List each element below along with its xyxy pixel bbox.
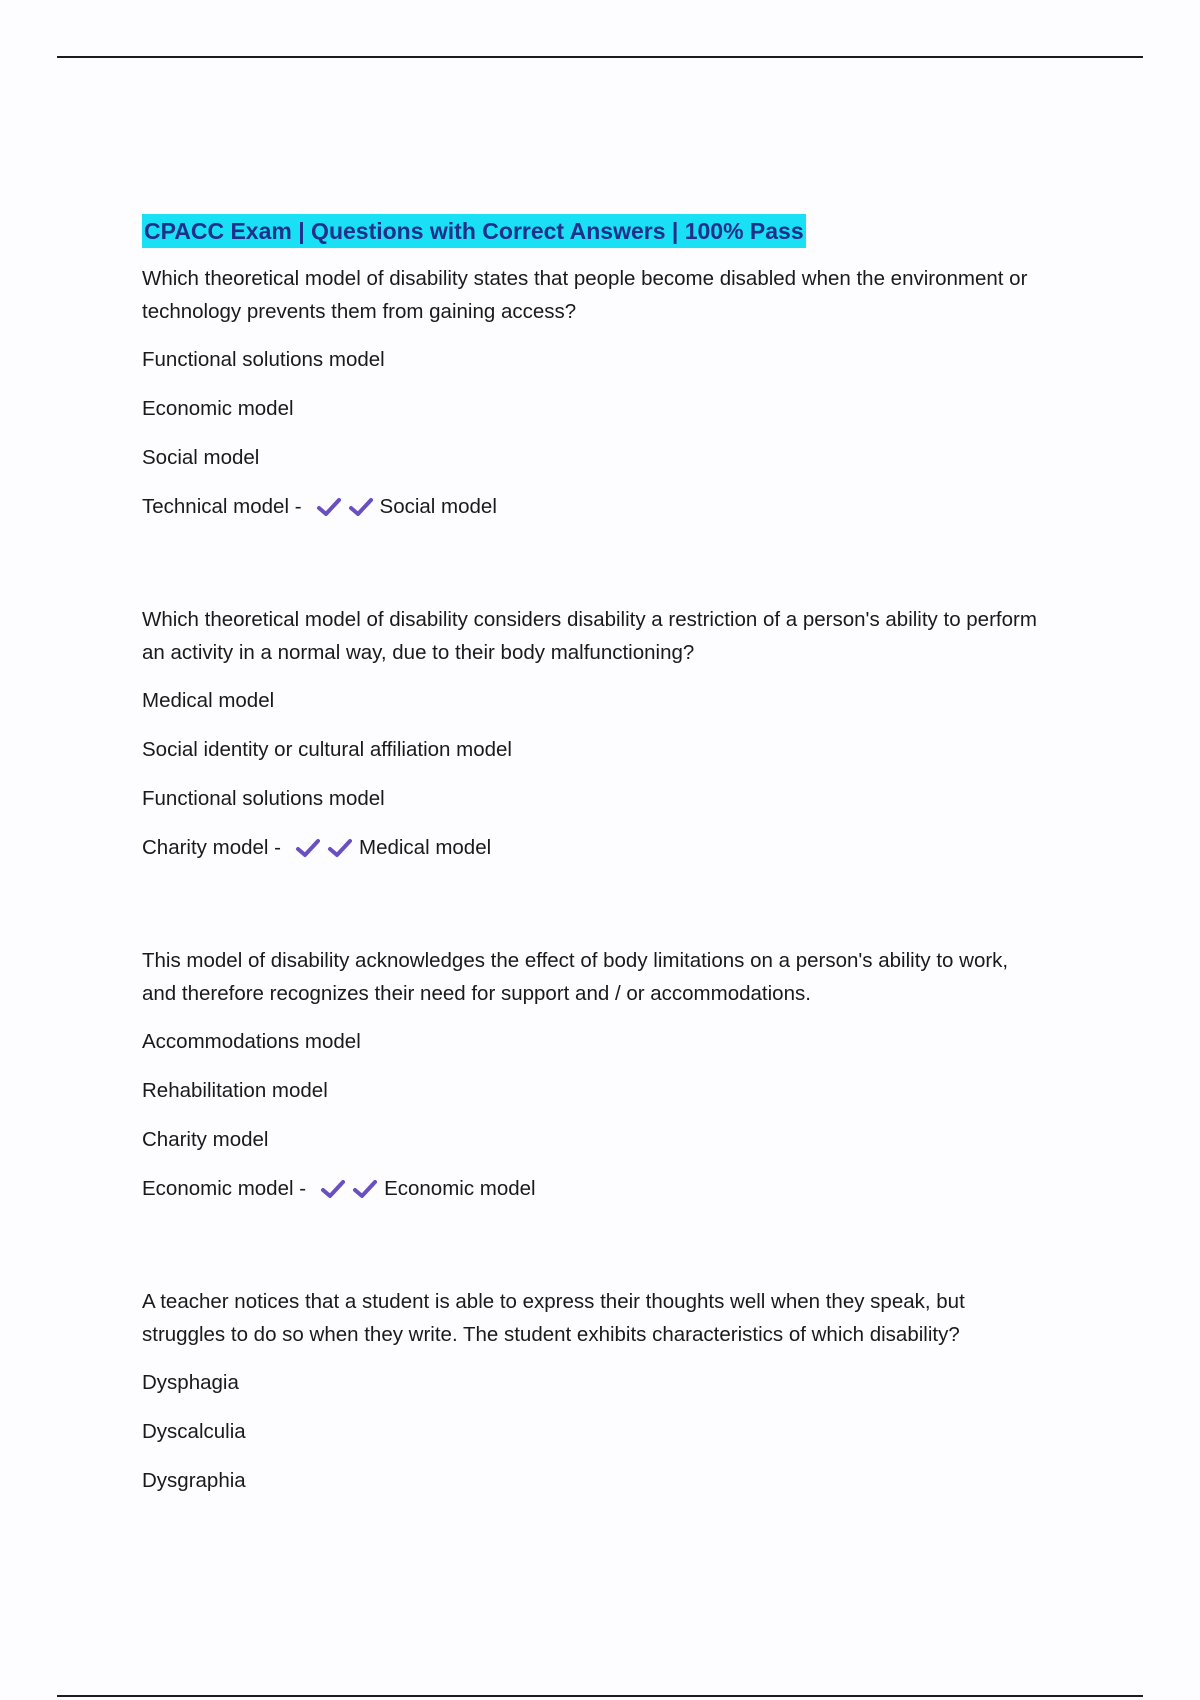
checkmark-icon <box>327 837 353 859</box>
answer-line <box>142 490 1042 523</box>
option: Functional solutions model <box>142 787 385 810</box>
option: Functional solutions model <box>142 348 385 371</box>
option: Dyscalculia <box>142 1420 246 1443</box>
question-text: This model of disability acknowledges the effect of body limitations on a person's ability to work, and therefore recognizes their need for support and / or accommodations. <box>142 949 1009 1005</box>
question-text: A teacher notices that a student is able to express their thoughts well when they speak, but struggles to do so when they write. The student exhibits characteristics of which disability? <box>142 1290 965 1346</box>
option: Charity model <box>142 1128 269 1151</box>
answer-line <box>142 831 1042 864</box>
qa-block <box>142 603 1042 864</box>
option: Social identity or cultural affiliation model <box>142 738 512 761</box>
last-option: Charity model - <box>142 836 281 859</box>
document-title: CPACC Exam | Questions with Correct Answers | 100% Pass <box>142 214 806 248</box>
checkmark-icon <box>316 496 342 518</box>
qa-block <box>142 944 1042 1205</box>
last-option: Economic model - <box>142 1177 307 1200</box>
correct-answer: Social model <box>379 495 497 518</box>
qa-block <box>142 262 1042 523</box>
option: Accommodations model <box>142 1030 361 1053</box>
checkmark-icon <box>295 837 321 859</box>
option: Dysphagia <box>142 1371 239 1394</box>
last-option: Technical model - <box>142 495 302 518</box>
document-content <box>142 214 1042 1513</box>
correct-answer: Economic model <box>384 1177 536 1200</box>
option: Medical model <box>142 689 275 712</box>
answer-line <box>142 1172 1042 1205</box>
checkmark-icon <box>352 1178 378 1200</box>
question-text: Which theoretical model of disability states that people become disabled when the environment or technology prevents them from gaining access? <box>142 267 1028 323</box>
checkmark-icon <box>320 1178 346 1200</box>
correct-answer: Medical model <box>359 836 492 859</box>
checkmark-icon <box>348 496 374 518</box>
qa-block <box>142 1285 1042 1497</box>
header-rule <box>57 56 1143 58</box>
option: Rehabilitation model <box>142 1079 328 1102</box>
option: Dysgraphia <box>142 1469 246 1492</box>
option: Economic model <box>142 397 294 420</box>
footer-rule <box>57 1695 1143 1697</box>
option: Social model <box>142 446 260 469</box>
question-text: Which theoretical model of disability considers disability a restriction of a person's ability to perform an activity in a normal way, due to their body malfunctioning? <box>142 608 1037 664</box>
